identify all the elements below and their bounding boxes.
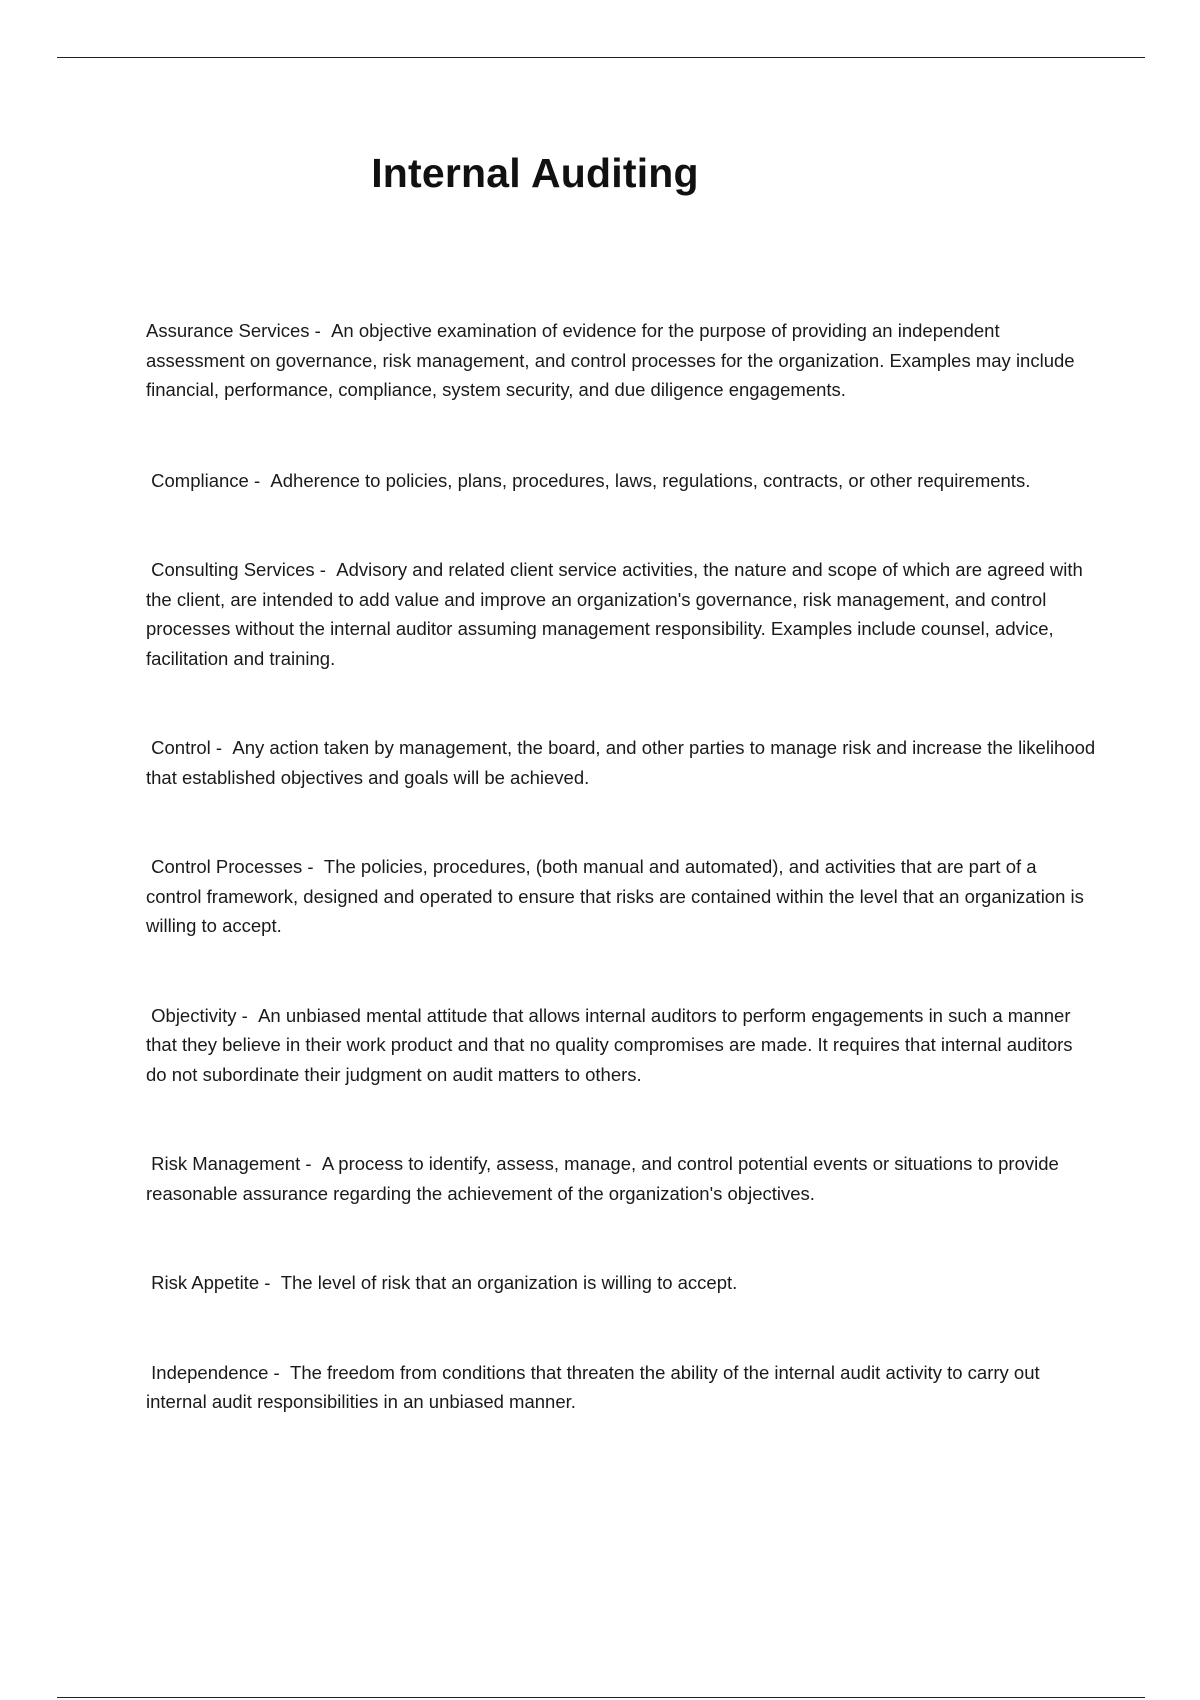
document-title: Internal Auditing bbox=[371, 150, 699, 196]
glossary-entry-assurance-services bbox=[146, 316, 1096, 405]
glossary-entry-risk-management bbox=[146, 1149, 1096, 1208]
glossary-definition: Adherence to policies, plans, procedures, laws, regulations, contracts, or other requirements. bbox=[270, 469, 1031, 491]
glossary-entry-risk-appetite bbox=[146, 1268, 1096, 1298]
footer-rule bbox=[57, 1697, 1145, 1698]
glossary-term: Risk Appetite - bbox=[151, 1272, 281, 1293]
glossary-definition: An unbiased mental attitude that allows internal auditors to perform engagements in such a manner that they believe in their work product and that no quality compromises are made. It requires that internal auditors do not subordinate their judgment on audit matters to others. bbox=[146, 1004, 1073, 1085]
glossary-term: Assurance Services - bbox=[146, 320, 331, 341]
glossary-definition: The policies, procedures, (both manual and automated), and activities that are part of a control framework, designed and operated to ensure that risks are contained within the level that an organization is willing to accept. bbox=[146, 856, 1084, 936]
glossary-entry-independence bbox=[146, 1358, 1096, 1417]
glossary-term: Consulting Services - bbox=[151, 559, 336, 580]
glossary-term: Control - bbox=[151, 737, 232, 758]
glossary-definition: Advisory and related client service activities, the nature and scope of which are agreed with the client, are intended to add value and improve an organization's governance, risk management, and control processes without the internal auditor assuming management responsibility. Examples include counsel, advice, facilitation and training. bbox=[146, 559, 1083, 669]
glossary-list bbox=[146, 316, 1096, 1417]
glossary-definition: The freedom from conditions that threaten the ability of the internal audit activity to carry out internal audit responsibilities in an unbiased manner. bbox=[146, 1361, 1040, 1412]
glossary-definition: Any action taken by management, the board, and other parties to manage risk and increase the likelihood that established objectives and goals will be achieved. bbox=[146, 737, 1096, 788]
glossary-term: Control Processes - bbox=[151, 856, 324, 877]
header-rule bbox=[57, 57, 1145, 58]
glossary-entry-compliance bbox=[146, 466, 1096, 496]
glossary-entry-objectivity bbox=[146, 1001, 1096, 1090]
glossary-term: Compliance - bbox=[151, 470, 270, 491]
glossary-entry-control bbox=[146, 733, 1096, 792]
glossary-entry-control-processes bbox=[146, 852, 1096, 941]
glossary-term: Risk Management - bbox=[151, 1153, 322, 1174]
glossary-term: Objectivity - bbox=[151, 1005, 258, 1026]
glossary-definition: An objective examination of evidence for the purpose of providing an independent assessment on governance, risk management, and control processes for the organization. Examples may include financial, performance, compliance, system security, and due diligence engagements. bbox=[146, 320, 1075, 400]
glossary-definition: The level of risk that an organization is willing to accept. bbox=[280, 1272, 738, 1293]
glossary-term: Independence - bbox=[151, 1362, 290, 1383]
glossary-entry-consulting-services bbox=[146, 555, 1096, 673]
glossary-definition: A process to identify, assess, manage, and control potential events or situations to provide reasonable assurance regarding the achievement of the organization's objectives. bbox=[146, 1153, 1059, 1204]
